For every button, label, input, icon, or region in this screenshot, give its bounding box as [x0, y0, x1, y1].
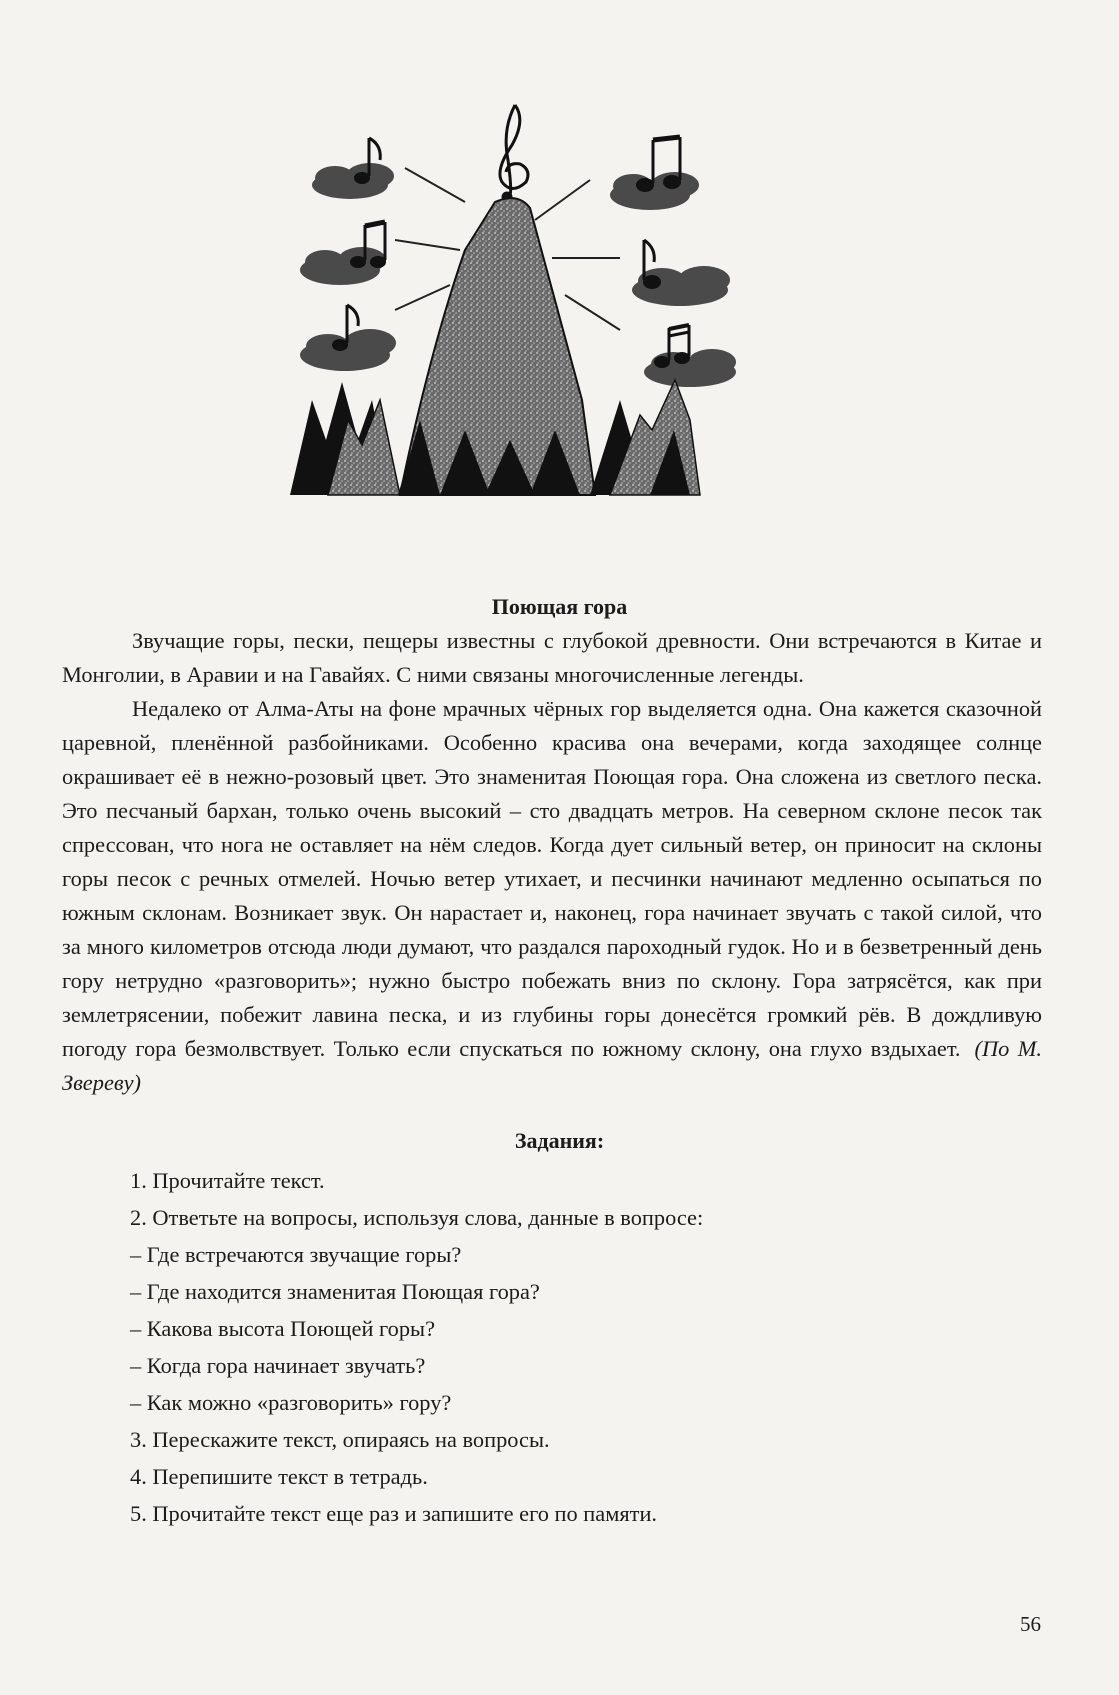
paragraph: Звучащие горы, пески, пещеры известны с глубокой древности. Они встречаются в Китае и Монголии, в Аравии и на Гавайях. С ними связаны многочисленные легенды. [62, 628, 1042, 687]
task-question: – Какова высота Поющей горы? [130, 1316, 436, 1341]
singing-mountain-illustration [290, 100, 780, 540]
task-list [130, 1162, 703, 1532]
tasks-title: Задания: [514, 1128, 605, 1153]
task-item: 4. Перепишите текст в тетрадь. [130, 1464, 428, 1489]
text-title: Поющая гора [491, 594, 628, 619]
task-question: – Когда гора начинает звучать? [130, 1353, 426, 1378]
music-note-icon [643, 240, 661, 289]
paragraph [62, 692, 1042, 1100]
task-question: – Где находится знаменитая Поющая гора? [130, 1279, 540, 1304]
task-question: – Как можно «разговорить» гору? [130, 1390, 452, 1415]
treble-clef-icon [500, 105, 528, 201]
paragraph-body: Недалеко от Алма-Аты на фоне мрачных чёрных гор выделяется одна. Она кажется сказочной царевной, пленённой разбойниками. Особенно красива она вечерами, когда заходящее солнце окрашивает её в нежно-розовый цвет. Это знаменитая Поющая гора. Она сложена из светлого песка. Это песчаный бархан, только очень высокий – сто двадцать метров. На северном склоне песок так спрессован, что нога не оставляет на нём следов. Когда дует сильный ветер, он приносит на склоны горы песок с речных отмелей. Ночью ветер утихает, и песчинки начинают медленно осыпаться по южным склонам. Возникает звук. Он нарастает и, наконец, гора начинает звучать с такой силой, что за много километров отсюда люди думают, что раздался пароходный гудок. Но и в безветренный день гору нетрудно «разговорить»; нужно быстро побежать вниз по склону. Гора затрясётся, как при землетрясении, побежит лавина песка, и из глубины горы донесётся громкий рёв. В дождливую погоду гора безмолвствует. Только если спускаться по южному склону, она глухо вздыхает. [62, 696, 1042, 1061]
task-item: 5. Прочитайте текст еще раз и запишите его по памяти. [130, 1501, 658, 1526]
cloud-icon [312, 163, 394, 199]
task-question: – Где встречаются звучащие горы? [130, 1242, 462, 1267]
task-item: 2. Ответьте на вопросы, используя слова, данные в вопросе: [130, 1205, 704, 1230]
page-number: 56 [1020, 1612, 1041, 1636]
task-item: 3. Перескажите текст, опираясь на вопросы. [130, 1427, 550, 1452]
task-item: 1. Прочитайте текст. [130, 1168, 325, 1193]
attribution: (По М. Звереву) [62, 1036, 1043, 1095]
main-text [62, 624, 1042, 1100]
